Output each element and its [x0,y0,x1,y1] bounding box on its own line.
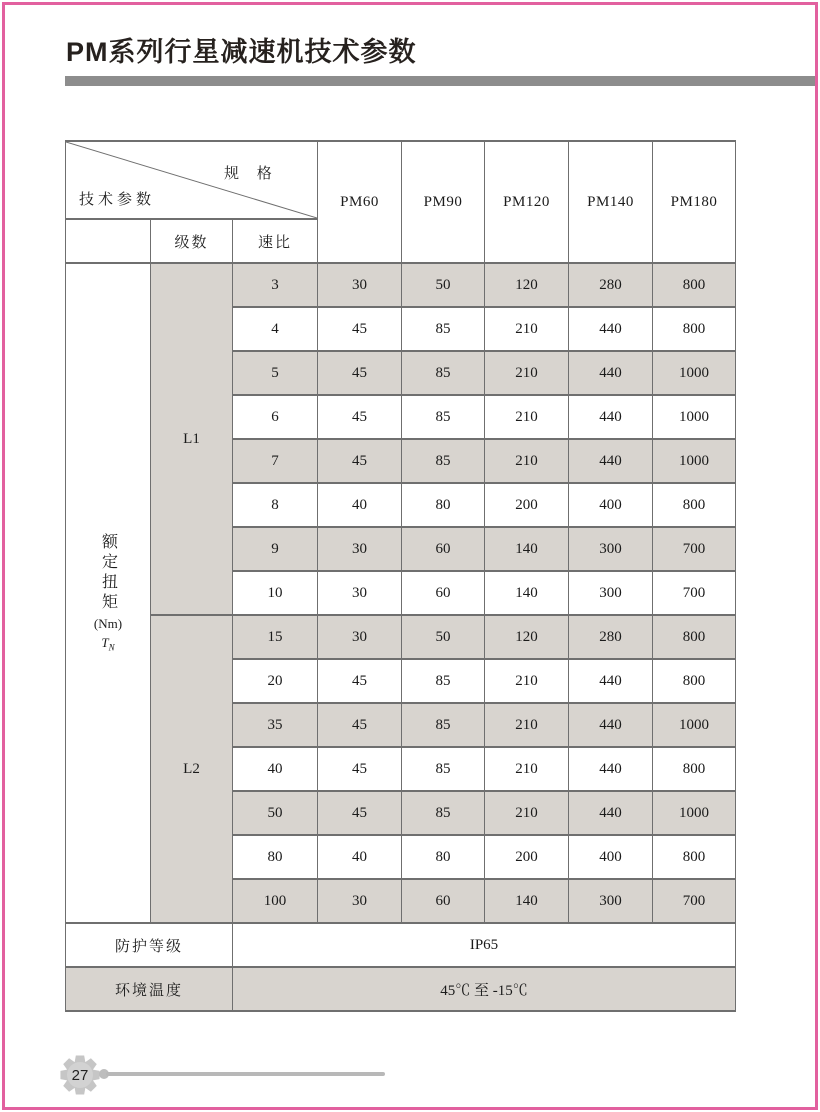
value-cell: 800 [653,307,736,351]
value-cell: 210 [485,703,569,747]
table-row [66,263,736,307]
value-cell: 60 [402,527,485,571]
ratio-cell: 7 [233,439,318,483]
value-cell: 60 [402,571,485,615]
value-cell: 210 [485,747,569,791]
ratio-cell: 100 [233,879,318,923]
value-cell: 80 [402,835,485,879]
value-cell: 45 [318,747,402,791]
ratio-cell: 10 [233,571,318,615]
value-cell: 30 [318,527,402,571]
value-cell: 280 [569,615,653,659]
value-cell: 210 [485,395,569,439]
value-cell: 440 [569,439,653,483]
value-cell: 200 [485,483,569,527]
ambient-temperature-row [66,967,736,1011]
ratio-cell: 20 [233,659,318,703]
spec-table [65,140,736,1012]
value-cell: 800 [653,263,736,307]
table-row [66,615,736,659]
protection-rating-label: 防护等级 [66,923,233,967]
value-cell: 800 [653,659,736,703]
value-cell: 45 [318,439,402,483]
value-cell: 700 [653,879,736,923]
value-cell: 440 [569,703,653,747]
value-cell: 210 [485,307,569,351]
value-cell: 85 [402,351,485,395]
value-cell: 80 [402,483,485,527]
value-cell: 85 [402,703,485,747]
value-cell: 800 [653,615,736,659]
value-cell: 45 [318,351,402,395]
value-cell: 140 [485,571,569,615]
stage-cell-l2: L2 [151,615,233,923]
value-cell: 1000 [653,791,736,835]
column-header-pm140: PM140 [569,141,653,263]
value-cell: 45 [318,307,402,351]
value-cell: 440 [569,659,653,703]
protection-rating-row [66,923,736,967]
value-cell: 210 [485,439,569,483]
value-cell: 85 [402,791,485,835]
ratio-cell: 50 [233,791,318,835]
value-cell: 85 [402,439,485,483]
value-cell: 210 [485,351,569,395]
value-cell: 120 [485,615,569,659]
ratio-cell: 6 [233,395,318,439]
ratio-cell: 4 [233,307,318,351]
protection-rating-value: IP65 [233,923,736,967]
value-cell: 440 [569,395,653,439]
column-header-pm180: PM180 [653,141,736,263]
value-cell: 45 [318,791,402,835]
value-cell: 800 [653,483,736,527]
ratio-header: 速比 [233,219,318,263]
stage-cell-l1: L1 [151,263,233,615]
value-cell: 1000 [653,395,736,439]
value-cell: 210 [485,659,569,703]
value-cell: 40 [318,483,402,527]
value-cell: 60 [402,879,485,923]
ratio-cell: 15 [233,615,318,659]
value-cell: 85 [402,659,485,703]
value-cell: 300 [569,571,653,615]
value-cell: 440 [569,307,653,351]
value-cell: 700 [653,527,736,571]
value-cell: 700 [653,571,736,615]
ratio-cell: 80 [233,835,318,879]
value-cell: 30 [318,571,402,615]
value-cell: 40 [318,835,402,879]
stage-header: 级数 [151,219,233,263]
value-cell: 1000 [653,351,736,395]
column-header-pm120: PM120 [485,141,569,263]
value-cell: 45 [318,703,402,747]
rated-torque-label-cell [66,263,151,923]
value-cell: 440 [569,351,653,395]
value-cell: 800 [653,835,736,879]
ambient-temperature-value: 45℃ 至 -15℃ [233,967,736,1011]
value-cell: 210 [485,791,569,835]
footer-line [106,1072,385,1076]
page-number: 27 [71,1066,89,1084]
value-cell: 85 [402,747,485,791]
value-cell: 30 [318,263,402,307]
rated-torque-symbol: $T_N$ [101,635,115,653]
ambient-temperature-label: 环境温度 [66,967,233,1011]
value-cell: 85 [402,307,485,351]
column-header-pm90: PM90 [402,141,485,263]
value-cell: 120 [485,263,569,307]
value-cell: 400 [569,835,653,879]
title-underline-bar [65,76,818,86]
value-cell: 85 [402,395,485,439]
value-cell: 45 [318,659,402,703]
rated-torque-unit: (Nm) [93,616,123,632]
column-header-pm60: PM60 [318,141,402,263]
empty-header-cell [66,219,151,263]
value-cell: 1000 [653,703,736,747]
rated-torque-label: 额定扭矩 [99,533,117,614]
value-cell: 300 [569,527,653,571]
ratio-cell: 40 [233,747,318,791]
value-cell: 300 [569,879,653,923]
header-row-1 [66,141,736,219]
page-title: PM系列行星减速机技术参数 [66,37,417,67]
value-cell: 30 [318,879,402,923]
value-cell: 440 [569,791,653,835]
ratio-cell: 3 [233,263,318,307]
value-cell: 45 [318,395,402,439]
page-number-badge [58,1053,102,1097]
ratio-cell: 5 [233,351,318,395]
value-cell: 800 [653,747,736,791]
ratio-cell: 9 [233,527,318,571]
corner-label-params: 技术参数 [79,192,156,208]
value-cell: 50 [402,615,485,659]
corner-label-spec: 规 格 [224,166,279,182]
value-cell: 1000 [653,439,736,483]
value-cell: 280 [569,263,653,307]
ratio-cell: 35 [233,703,318,747]
value-cell: 50 [402,263,485,307]
ratio-cell: 8 [233,483,318,527]
value-cell: 400 [569,483,653,527]
value-cell: 30 [318,615,402,659]
corner-header-cell [66,141,318,219]
value-cell: 140 [485,879,569,923]
value-cell: 140 [485,527,569,571]
value-cell: 440 [569,747,653,791]
value-cell: 200 [485,835,569,879]
